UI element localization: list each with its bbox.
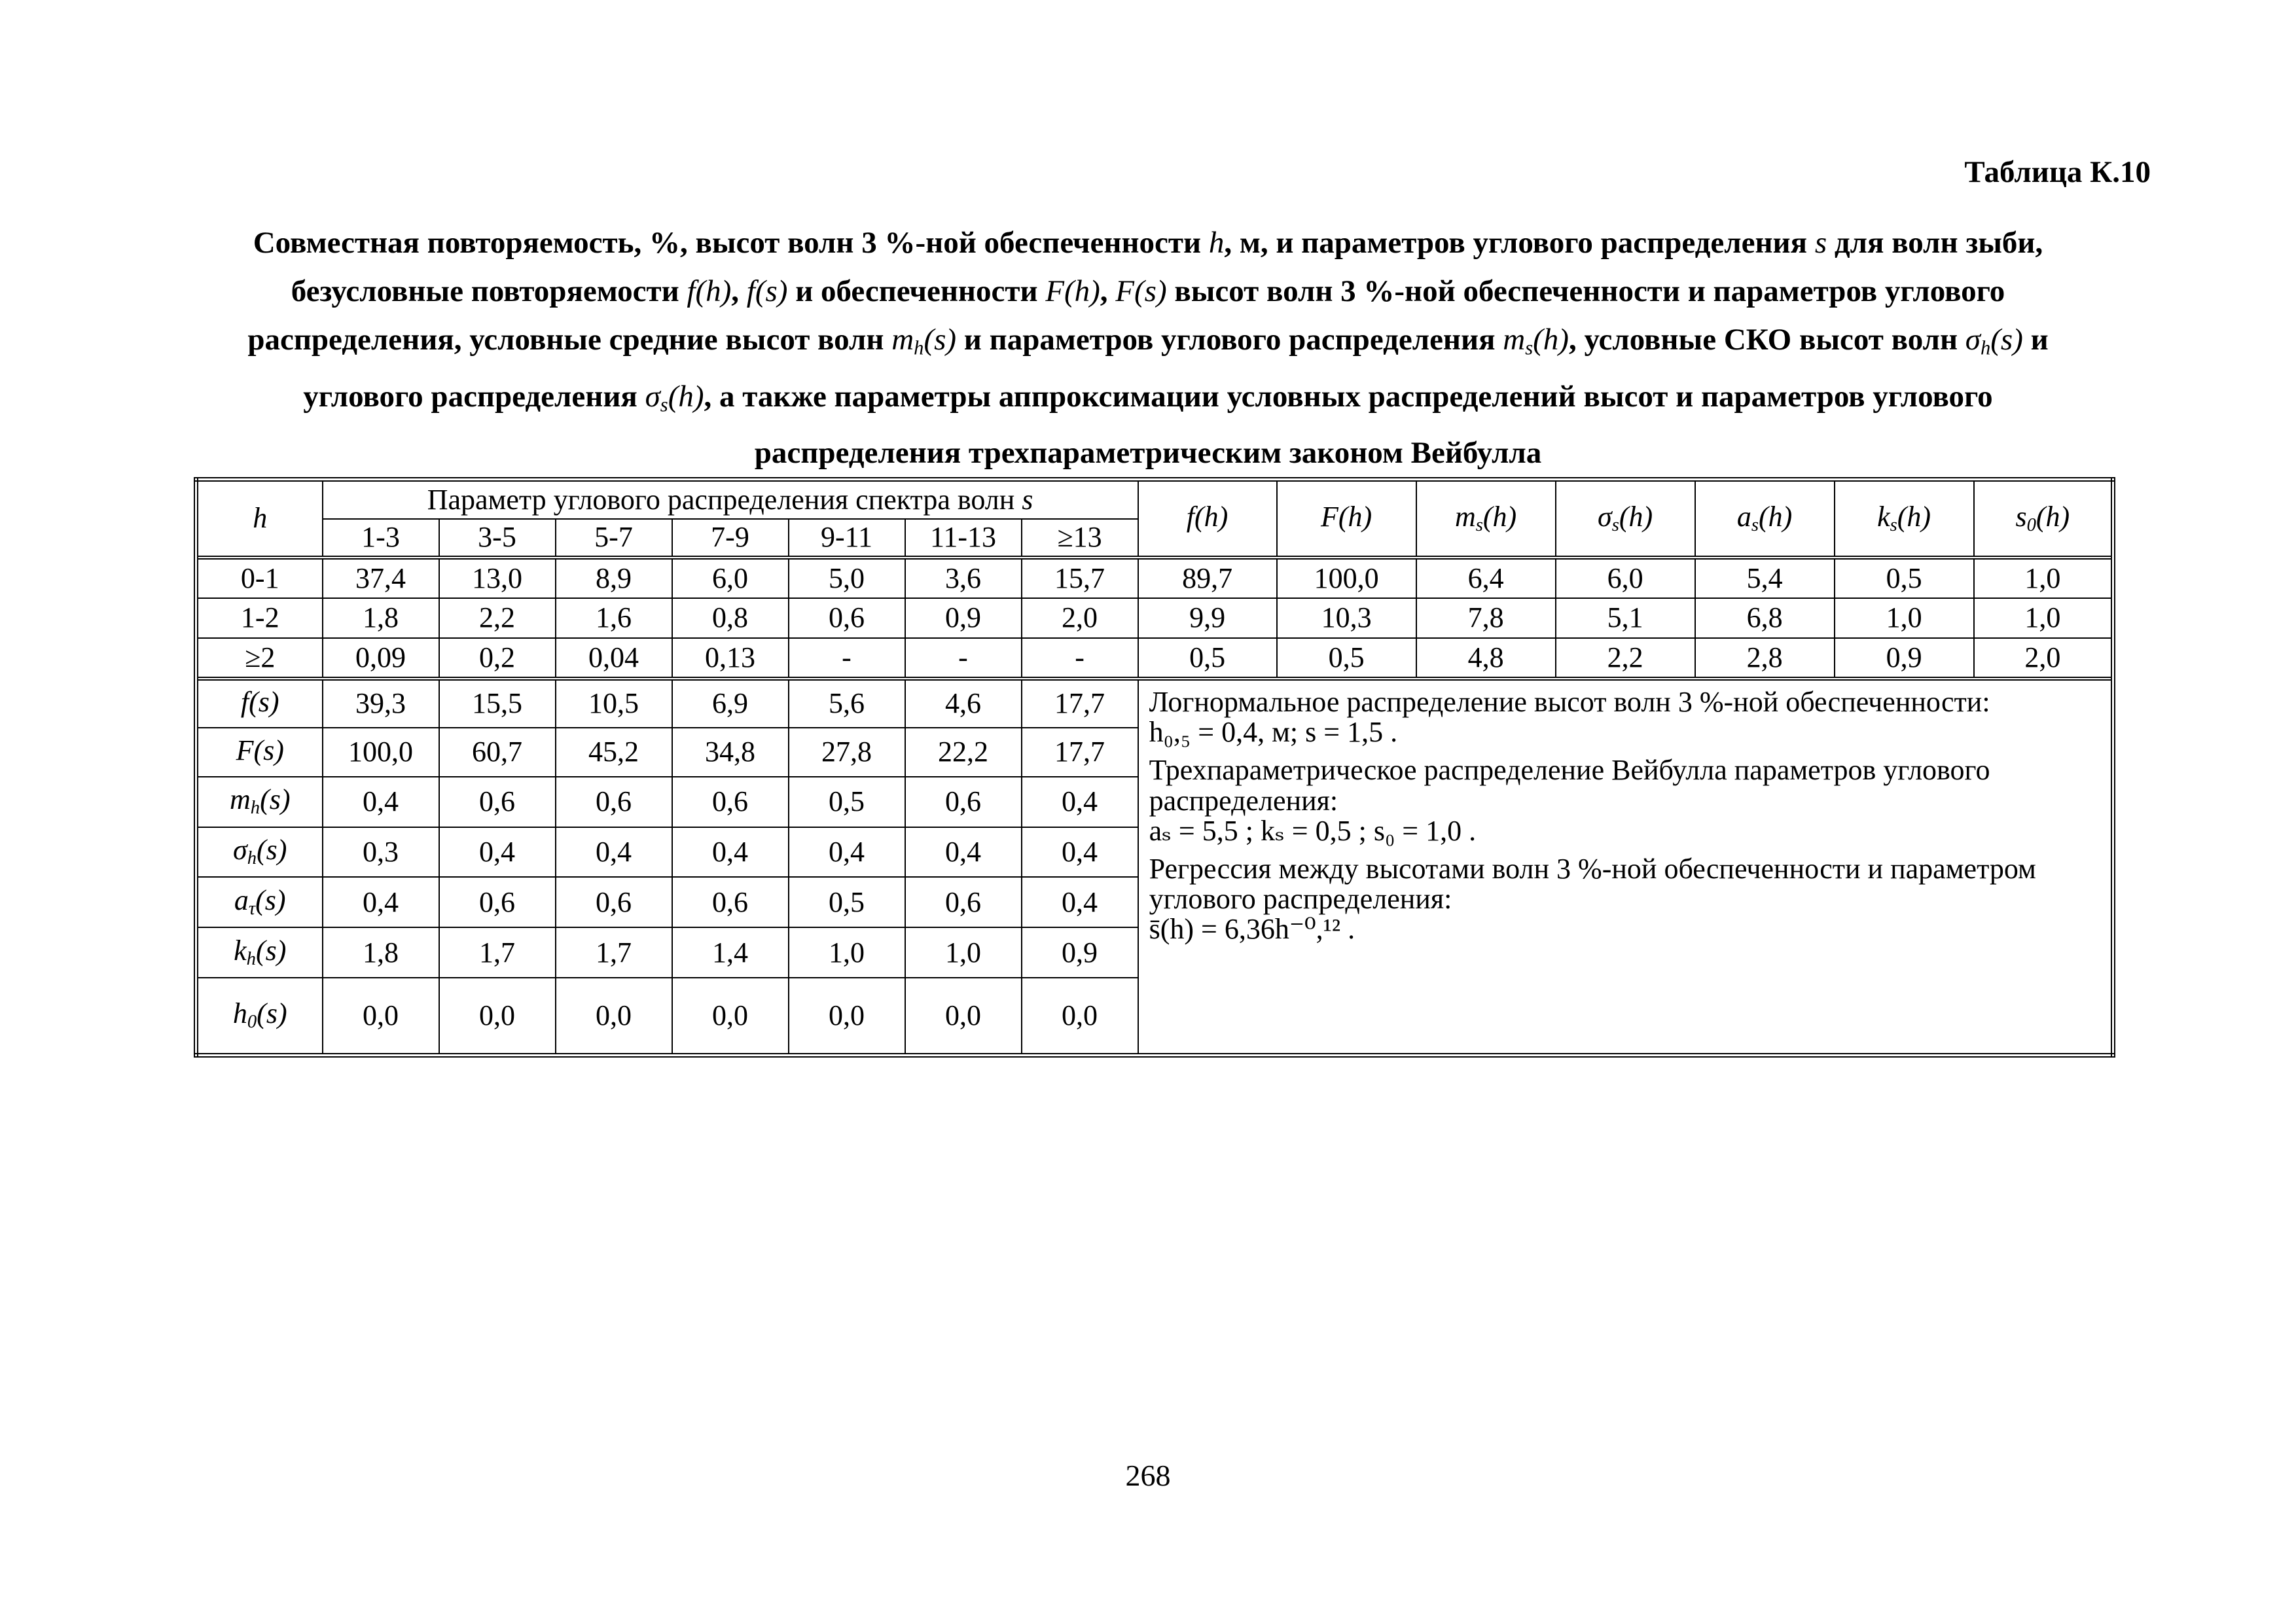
s-stat-cell: 1,7: [439, 927, 556, 978]
frequency-cell: 1,8: [323, 598, 439, 639]
h-stat-cell: 5,4: [1695, 558, 1835, 598]
h-stat-cell: 6,4: [1416, 558, 1556, 598]
func-symbol: f: [1186, 500, 1195, 533]
func-argument: (h): [1194, 500, 1229, 533]
h-stat-cell: 6,8: [1695, 598, 1835, 639]
h-stat-cell: 1,0: [1974, 558, 2113, 598]
s-range-header: 3-5: [439, 519, 556, 558]
h-stat-cell: 0,5: [1835, 558, 1974, 598]
h-stat-column-header: [1974, 480, 2113, 558]
h-stat-cell: 0,9: [1835, 638, 1974, 679]
func-argument: (s): [257, 834, 287, 866]
h-stat-column-header: [1835, 480, 1974, 558]
func-argument: (h): [1619, 500, 1653, 533]
func-subscript: s: [1890, 514, 1897, 535]
frequency-cell: 37,4: [323, 558, 439, 598]
caption-line-4: углового распределения $\sigma_s(h)$, а также параметры аппроксимации условных распределений высот и параметров углового: [303, 379, 1993, 416]
table-number: Таблица К.10: [1964, 155, 2151, 189]
frequency-cell: 8,9: [556, 558, 672, 598]
h-stat-cell: 2,2: [1556, 638, 1695, 679]
frequency-cell: -: [1022, 638, 1138, 679]
func-argument: (h): [1338, 500, 1372, 533]
s-stat-cell: 0,6: [905, 877, 1022, 927]
h-stat-cell: 89,7: [1138, 558, 1277, 598]
s-stat-cell: 39,3: [323, 679, 439, 728]
s-range-header: 1-3: [323, 519, 439, 558]
func-argument: (s): [257, 997, 287, 1030]
approximation-notes: [1138, 679, 2113, 1056]
h-stat-column-header: [1695, 480, 1835, 558]
note-lognormal-params: h₀,₅ = 0,4, м; s = 1,5 .: [1149, 716, 1398, 749]
func-symbol: f: [240, 685, 249, 718]
header-row: [196, 480, 2113, 520]
h-stat-cell: 1,0: [1974, 598, 2113, 639]
func-subscript: h: [250, 798, 260, 819]
func-argument: (s): [255, 935, 287, 967]
s-stat-cell: 0,4: [1022, 827, 1138, 878]
note-lognormal-title: Логнормальное распределение высот волн 3 %-ной обеспеченности:: [1149, 685, 1990, 718]
note-regression-formula: s̄(h) = 6,36h⁻⁰,¹² .: [1149, 913, 1355, 946]
caption-line-3: распределения, условные средние высот волн $m_h(s)$ и параметров углового распределения $m_s(h)$, условные СКО высот волн $\sigma_h(s)$ и: [247, 323, 2049, 359]
frequency-cell: 3,6: [905, 558, 1022, 598]
h-stat-cell: 9,9: [1138, 598, 1277, 639]
frequency-cell: 0,13: [672, 638, 789, 679]
table-caption: [156, 219, 2140, 477]
s-stat-cell: 0,5: [789, 877, 905, 927]
h-stat-column-header: [1416, 480, 1556, 558]
frequency-cell: 2,2: [439, 598, 556, 639]
frequency-cell: 15,7: [1022, 558, 1138, 598]
s-stat-cell: 60,7: [439, 728, 556, 777]
s-stat-cell: 0,6: [672, 777, 789, 827]
frequency-cell: -: [789, 638, 905, 679]
s-stat-cell: 0,4: [1022, 777, 1138, 827]
func-symbol: m: [229, 783, 251, 816]
s-stat-cell: 5,6: [789, 679, 905, 728]
s-stat-cell: 1,0: [789, 927, 905, 978]
h-range-cell: ≥2: [196, 638, 323, 679]
func-symbol: σ: [1598, 500, 1612, 533]
s-stat-cell: 1,7: [556, 927, 672, 978]
s-range-header: 11-13: [905, 519, 1022, 558]
s-stat-row-label: [196, 927, 323, 978]
wave-statistics-table: [194, 477, 2115, 1058]
func-subscript: h: [247, 848, 257, 869]
note-weibull-title: Трехпараметрическое распределение Вейбулла параметров углового распределения:: [1149, 754, 1990, 817]
table-row: [196, 598, 2113, 639]
func-argument: (h): [2036, 500, 2070, 533]
func-subscript: s: [1611, 514, 1619, 535]
s-stat-cell: 0,6: [556, 877, 672, 927]
h-range-cell: 1-2: [196, 598, 323, 639]
caption-line-2: безусловные повторяемости f(h), f(s) и обеспеченности F(h), F(s) высот волн 3 %-ной обеспеченности и параметров углового: [291, 274, 2005, 308]
s-range-header: 5-7: [556, 519, 672, 558]
s-stat-cell: 0,0: [556, 978, 672, 1055]
s-stat-cell: 0,4: [323, 877, 439, 927]
s-stat-cell: 17,7: [1022, 728, 1138, 777]
func-argument: (h): [1758, 500, 1793, 533]
h-range-cell: 0-1: [196, 558, 323, 598]
frequency-cell: 13,0: [439, 558, 556, 598]
func-symbol: h: [232, 997, 247, 1030]
s-range-header: 9-11: [789, 519, 905, 558]
s-stat-cell: 0,6: [672, 877, 789, 927]
frequency-cell: 2,0: [1022, 598, 1138, 639]
func-symbol: σ: [233, 834, 247, 866]
table-row: [196, 638, 2113, 679]
h-stat-cell: 0,5: [1277, 638, 1416, 679]
func-argument: (s): [255, 884, 286, 917]
table-row: [196, 558, 2113, 598]
frequency-cell: 0,2: [439, 638, 556, 679]
s-stat-row-label: [196, 679, 323, 728]
h-stat-cell: 0,5: [1138, 638, 1277, 679]
h-stat-cell: 4,8: [1416, 638, 1556, 679]
h-stat-cell: 2,0: [1974, 638, 2113, 679]
s-stat-cell: 45,2: [556, 728, 672, 777]
func-argument: (s): [260, 783, 291, 816]
func-subscript: τ: [248, 899, 256, 919]
s-stat-cell: 0,6: [556, 777, 672, 827]
s-stat-cell: 0,5: [789, 777, 905, 827]
func-symbol: F: [236, 734, 254, 766]
s-range-header: ≥13: [1022, 519, 1138, 558]
s-stat-cell: 0,6: [439, 877, 556, 927]
func-argument: (h): [1897, 500, 1931, 533]
s-stat-row-label: [196, 777, 323, 827]
s-stat-cell: 22,2: [905, 728, 1022, 777]
func-argument: (h): [1482, 500, 1517, 533]
h-stat-cell: 10,3: [1277, 598, 1416, 639]
func-subscript: s: [1751, 514, 1759, 535]
func-subscript: s: [1475, 514, 1483, 535]
s-range-header: 7-9: [672, 519, 789, 558]
s-stat-cell: 0,6: [439, 777, 556, 827]
s-stat-cell: 34,8: [672, 728, 789, 777]
s-stat-row-label: [196, 877, 323, 927]
func-symbol: m: [1454, 500, 1476, 533]
s-stat-cell: 0,4: [439, 827, 556, 878]
s-stat-cell: 0,4: [1022, 877, 1138, 927]
s-stat-cell: 4,6: [905, 679, 1022, 728]
func-symbol: k: [234, 935, 247, 967]
frequency-cell: 0,6: [789, 598, 905, 639]
func-symbol: F: [1320, 500, 1338, 533]
h-stat-cell: 6,0: [1556, 558, 1695, 598]
func-argument: (s): [253, 734, 284, 766]
s-stat-cell: 100,0: [323, 728, 439, 777]
s-stat-cell: 0,0: [672, 978, 789, 1055]
s-stat-cell: 10,5: [556, 679, 672, 728]
s-stat-cell: 0,0: [439, 978, 556, 1055]
s-stat-cell: 17,7: [1022, 679, 1138, 728]
s-stat-cell: 0,0: [1022, 978, 1138, 1055]
func-symbol: k: [1877, 500, 1890, 533]
s-stat-cell: 1,0: [905, 927, 1022, 978]
note-regression-title: Регрессия между высотами волн 3 %-ной обеспеченности и параметром углового распределения:: [1149, 852, 2036, 916]
s-stat-cell: 0,3: [323, 827, 439, 878]
func-argument: (s): [249, 685, 279, 718]
s-stat-cell: 0,0: [905, 978, 1022, 1055]
s-stat-cell: 1,8: [323, 927, 439, 978]
caption-line-1: Совместная повторяемость, %, высот волн 3 %-ной обеспеченности h, м, и параметров углового распределения s для волн зыби,: [253, 226, 2043, 260]
func-subscript: 0: [2026, 514, 2036, 535]
frequency-cell: 0,09: [323, 638, 439, 679]
frequency-cell: 0,9: [905, 598, 1022, 639]
page-number: 268: [1125, 1459, 1171, 1492]
h-stat-cell: 1,0: [1835, 598, 1974, 639]
s-stat-cell: 15,5: [439, 679, 556, 728]
caption-line-5: распределения трехпараметрическим законом Вейбулла: [754, 436, 1542, 471]
s-stat-row-label: [196, 728, 323, 777]
frequency-cell: 0,8: [672, 598, 789, 639]
param-group-header: [323, 480, 1138, 520]
param-header-label: Параметр углового распределения спектра волн: [427, 483, 1022, 516]
frequency-cell: 1,6: [556, 598, 672, 639]
s-stat-cell: 6,9: [672, 679, 789, 728]
note-weibull-params: aₛ = 5,5 ; kₛ = 0,5 ; s₀ = 1,0 .: [1149, 814, 1477, 847]
frequency-cell: 6,0: [672, 558, 789, 598]
s-stat-cell: 0,4: [556, 827, 672, 878]
param-header-symbol: s: [1022, 483, 1033, 516]
table-row: [196, 679, 2113, 728]
frequency-cell: -: [905, 638, 1022, 679]
s-stat-row-label: [196, 827, 323, 878]
s-stat-cell: 0,4: [323, 777, 439, 827]
func-subscript: 0: [247, 1012, 257, 1033]
h-stat-column-header: [1556, 480, 1695, 558]
s-stat-cell: 0,4: [789, 827, 905, 878]
s-stat-cell: 0,0: [789, 978, 905, 1055]
s-stat-cell: 0,4: [905, 827, 1022, 878]
s-stat-cell: 0,4: [672, 827, 789, 878]
h-stat-column-header: [1277, 480, 1416, 558]
h-stat-cell: 5,1: [1556, 598, 1695, 639]
s-stat-cell: 0,0: [323, 978, 439, 1055]
h-stat-cell: 7,8: [1416, 598, 1556, 639]
func-subscript: h: [246, 949, 256, 970]
func-symbol: s: [2015, 500, 2027, 533]
s-stat-cell: 0,9: [1022, 927, 1138, 978]
h-stat-column-header: [1138, 480, 1277, 558]
h-stat-cell: 100,0: [1277, 558, 1416, 598]
s-stat-cell: 1,4: [672, 927, 789, 978]
s-stat-row-label: [196, 978, 323, 1055]
frequency-cell: 0,04: [556, 638, 672, 679]
s-stat-cell: 27,8: [789, 728, 905, 777]
h-stat-cell: 2,8: [1695, 638, 1835, 679]
func-symbol: a: [234, 884, 249, 917]
frequency-cell: 5,0: [789, 558, 905, 598]
func-symbol: a: [1736, 500, 1751, 533]
h-column-header: h: [196, 480, 323, 558]
s-stat-cell: 0,6: [905, 777, 1022, 827]
